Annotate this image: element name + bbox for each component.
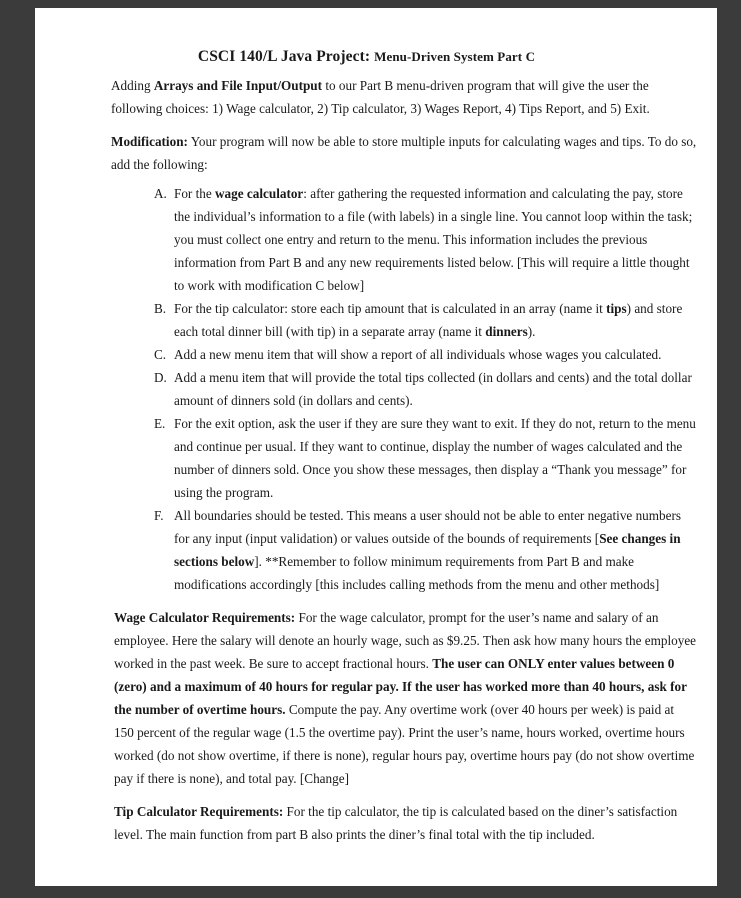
list-marker: B. <box>154 301 167 316</box>
tip-text: For the tip calculator, the tip is calculated based on the diner’s satisfaction level. The main function from part B also prints the diner’s final total with the tip included. <box>114 804 678 842</box>
item-bold: tips <box>606 301 627 316</box>
intro-paragraph <box>111 74 697 120</box>
tip-requirements-paragraph <box>114 800 697 846</box>
item-text: For the exit option, ask the user if they are sure they want to exit. If they do not, return to the menu and continue per usual. If they want to continue, display the number of wages calculated and the number of dinners sold. Once you show these messages, then display a “Thank you message” for using the program. <box>174 416 696 500</box>
item-text: For the <box>174 186 216 201</box>
item-text: : after gathering the requested information and calculating the pay, store the individual’s information to a file (with labels) in a single line. You cannot loop within the task; you must collect one entry and return to the menu. This information includes the previous information from Part B and any new requirements listed below. [This will require a little thought to work with modification C below] <box>174 186 693 293</box>
document-title <box>36 48 697 66</box>
item-bold: dinners <box>485 324 528 339</box>
intro-text-2: to our Part B menu-driven program that will give the user the following choices: 1) Wage calculator, 2) Tip calculator, 3) Wages Report, 4) Tips Report, and 5) Exit. <box>111 78 650 116</box>
list-marker: F. <box>154 508 164 523</box>
item-bold: See changes in sections below <box>174 531 681 569</box>
list-item-e <box>154 412 697 504</box>
item-text: Add a menu item that will provide the total tips collected (in dollars and cents) and the total dollar amount of dinners sold (in dollars and cents). <box>174 370 692 408</box>
item-text: ) and store each total dinner bill (with tip) in a separate array (name it <box>174 301 683 339</box>
list-marker: A. <box>154 186 167 201</box>
list-item-b <box>154 297 697 343</box>
list-item-d <box>154 366 697 412</box>
title-main: CSCI 140/L Java Project: <box>197 48 371 65</box>
intro-bold: Arrays and File Input/Output <box>153 78 323 93</box>
list-item-f <box>154 504 697 596</box>
wage-requirements-paragraph <box>114 606 697 790</box>
wage-text-1: For the wage calculator, prompt for the user’s name and salary of an employee. Here the salary will denote an hourly wage, such as $9.25. Then ask how many hours the employee worked in the past week. Be sure to accept fractional hours. <box>114 610 697 671</box>
modification-text: Your program will now be able to store multiple inputs for calculating wages and tips. To do so, add the following: <box>111 134 697 172</box>
item-text: ). <box>527 324 536 339</box>
wage-label: Wage Calculator Requirements: <box>114 610 296 625</box>
modification-list <box>116 182 697 596</box>
list-marker: E. <box>154 416 166 431</box>
modification-label: Modification: <box>111 134 188 149</box>
list-marker: D. <box>154 370 167 385</box>
wage-text-2: Compute the pay. Any overtime work (over 40 hours per week) is paid at 150 percent of the regular wage (1.5 the overtime pay). Print the user’s name, hours worked, overtime hours worked (do not show overtime, if there is none), regular hours pay, overtime hours pay (do not show overtime pay if there is none), and total pay. [Change] <box>114 702 695 786</box>
tip-label: Tip Calculator Requirements: <box>114 804 284 819</box>
intro-text-1: Adding <box>111 78 154 93</box>
wage-bold: The user can ONLY enter values between 0 (zero) and a maximum of 40 hours for regular pay. If the user has worked more than 40 hours, ask for the number of overtime hours. <box>114 656 687 717</box>
document-page <box>35 8 717 886</box>
title-subtitle: Menu-Driven System Part C <box>374 49 536 64</box>
modification-paragraph <box>111 130 697 176</box>
item-text: Add a new menu item that will show a report of all individuals whose wages you calculated. <box>174 347 662 362</box>
item-text: For the tip calculator: store each tip amount that is calculated in an array (name it <box>174 301 607 316</box>
list-marker: C. <box>154 347 167 362</box>
item-text: ]. **Remember to follow minimum requirements from Part B and make modifications accordingly [this includes calling methods from the menu and other methods] <box>174 554 660 592</box>
list-item-c <box>154 343 697 366</box>
item-bold: wage calculator <box>215 186 304 201</box>
item-text: All boundaries should be tested. This means a user should not be able to enter negative numbers for any input (input validation) or values outside of the bounds of requirements [ <box>174 508 681 546</box>
list-item-a <box>154 182 697 297</box>
